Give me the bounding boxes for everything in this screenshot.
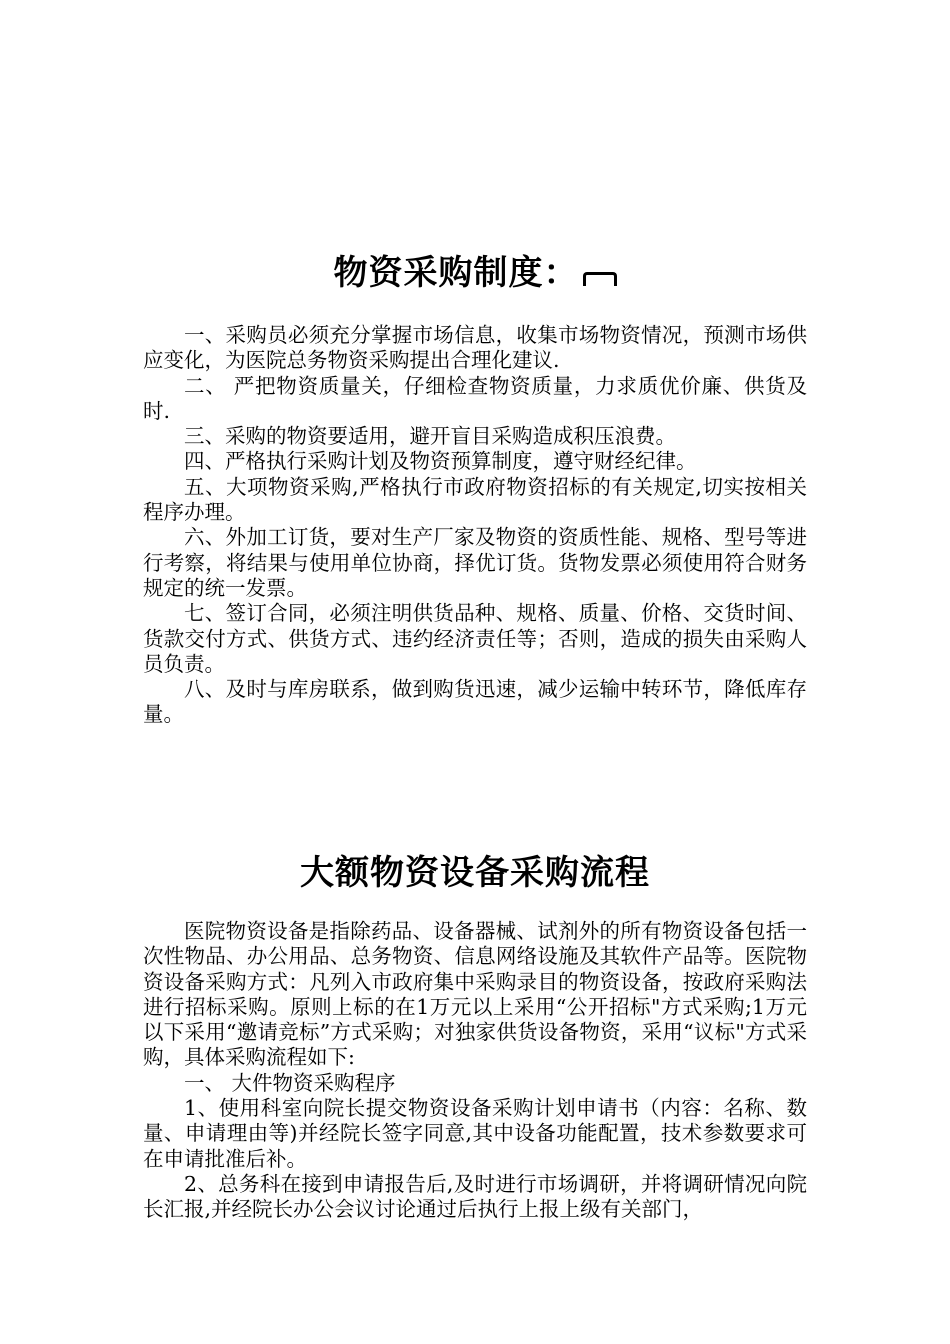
section-title-procurement-policy [0, 250, 950, 296]
title-bracket-mark [583, 272, 617, 286]
policy-paragraph: 一、采购员必须充分掌握市场信息，收集市场物资情况，预测市场供应变化，为医院总务物资采购提出合理化建议. [143, 323, 807, 373]
policy-paragraph: 七、签订合同，必须注明供货品种、规格、质量、价格、交货时间、货款交付方式、供货方式、违约经济责任等；否则，造成的损失由采购人员负责。 [143, 601, 807, 676]
procurement-process-body [143, 919, 807, 1223]
procurement-policy-body [143, 323, 807, 728]
policy-paragraph: 二、 严把物资质量关，仔细检查物资质量，力求质优价廉、供货及时. [143, 373, 807, 423]
process-paragraph: 1、使用科室向院长提交物资设备采购计划申请书（内容：名称、数量、申请理由等)并经院长签字同意,其中设备功能配置，技术参数要求可在申请批准后补。 [143, 1096, 807, 1171]
process-paragraph: 2、总务科在接到申请报告后,及时进行市场调研，并将调研情况向院长汇报,并经院长办公会议讨论通过后执行上报上级有关部门， [143, 1171, 807, 1222]
process-paragraph: 一、 大件物资采购程序 [184, 1070, 396, 1095]
section-title-procurement-process: 大额物资设备采购流程 [300, 853, 650, 893]
policy-paragraph: 八、及时与库房联系，做到购货迅速，减少运输中转环节，降低库存量。 [143, 677, 807, 727]
process-paragraph: 医院物资设备是指除药品、设备器械、试剂外的所有物资设备包括一次性物品、办公用品、总务物资、信息网络设施及其软件产品等。医院物资设备采购方式：凡列入市政府集中采购录目的物资设备，按政府采购法进行招标采购。原则上标的在1万元以上采用“公开招标"方式采购;1万元以下采用“邀请竞标”方式采购；对独家供货设备物资，采用“议标"方式采购，具体采购流程如下: [143, 919, 807, 1070]
policy-paragraph: 四、严格执行采购计划及物资预算制度，遵守财经纪律。 [184, 449, 697, 474]
policy-paragraph: 六、外加工订货，要对生产厂家及物资的资质性能、规格、型号等进行考察，将结果与使用单位协商，择优订货。货物发票必须使用符合财务规定的统一发票。 [143, 525, 807, 600]
policy-paragraph: 五、大项物资采购,严格执行市政府物资招标的有关规定,切实按相关程序办理。 [143, 474, 807, 525]
policy-paragraph: 三、采购的物资要适用，避开盲目采购造成积压浪费。 [184, 424, 676, 449]
section-title-text: 物资采购制度： [333, 253, 579, 293]
